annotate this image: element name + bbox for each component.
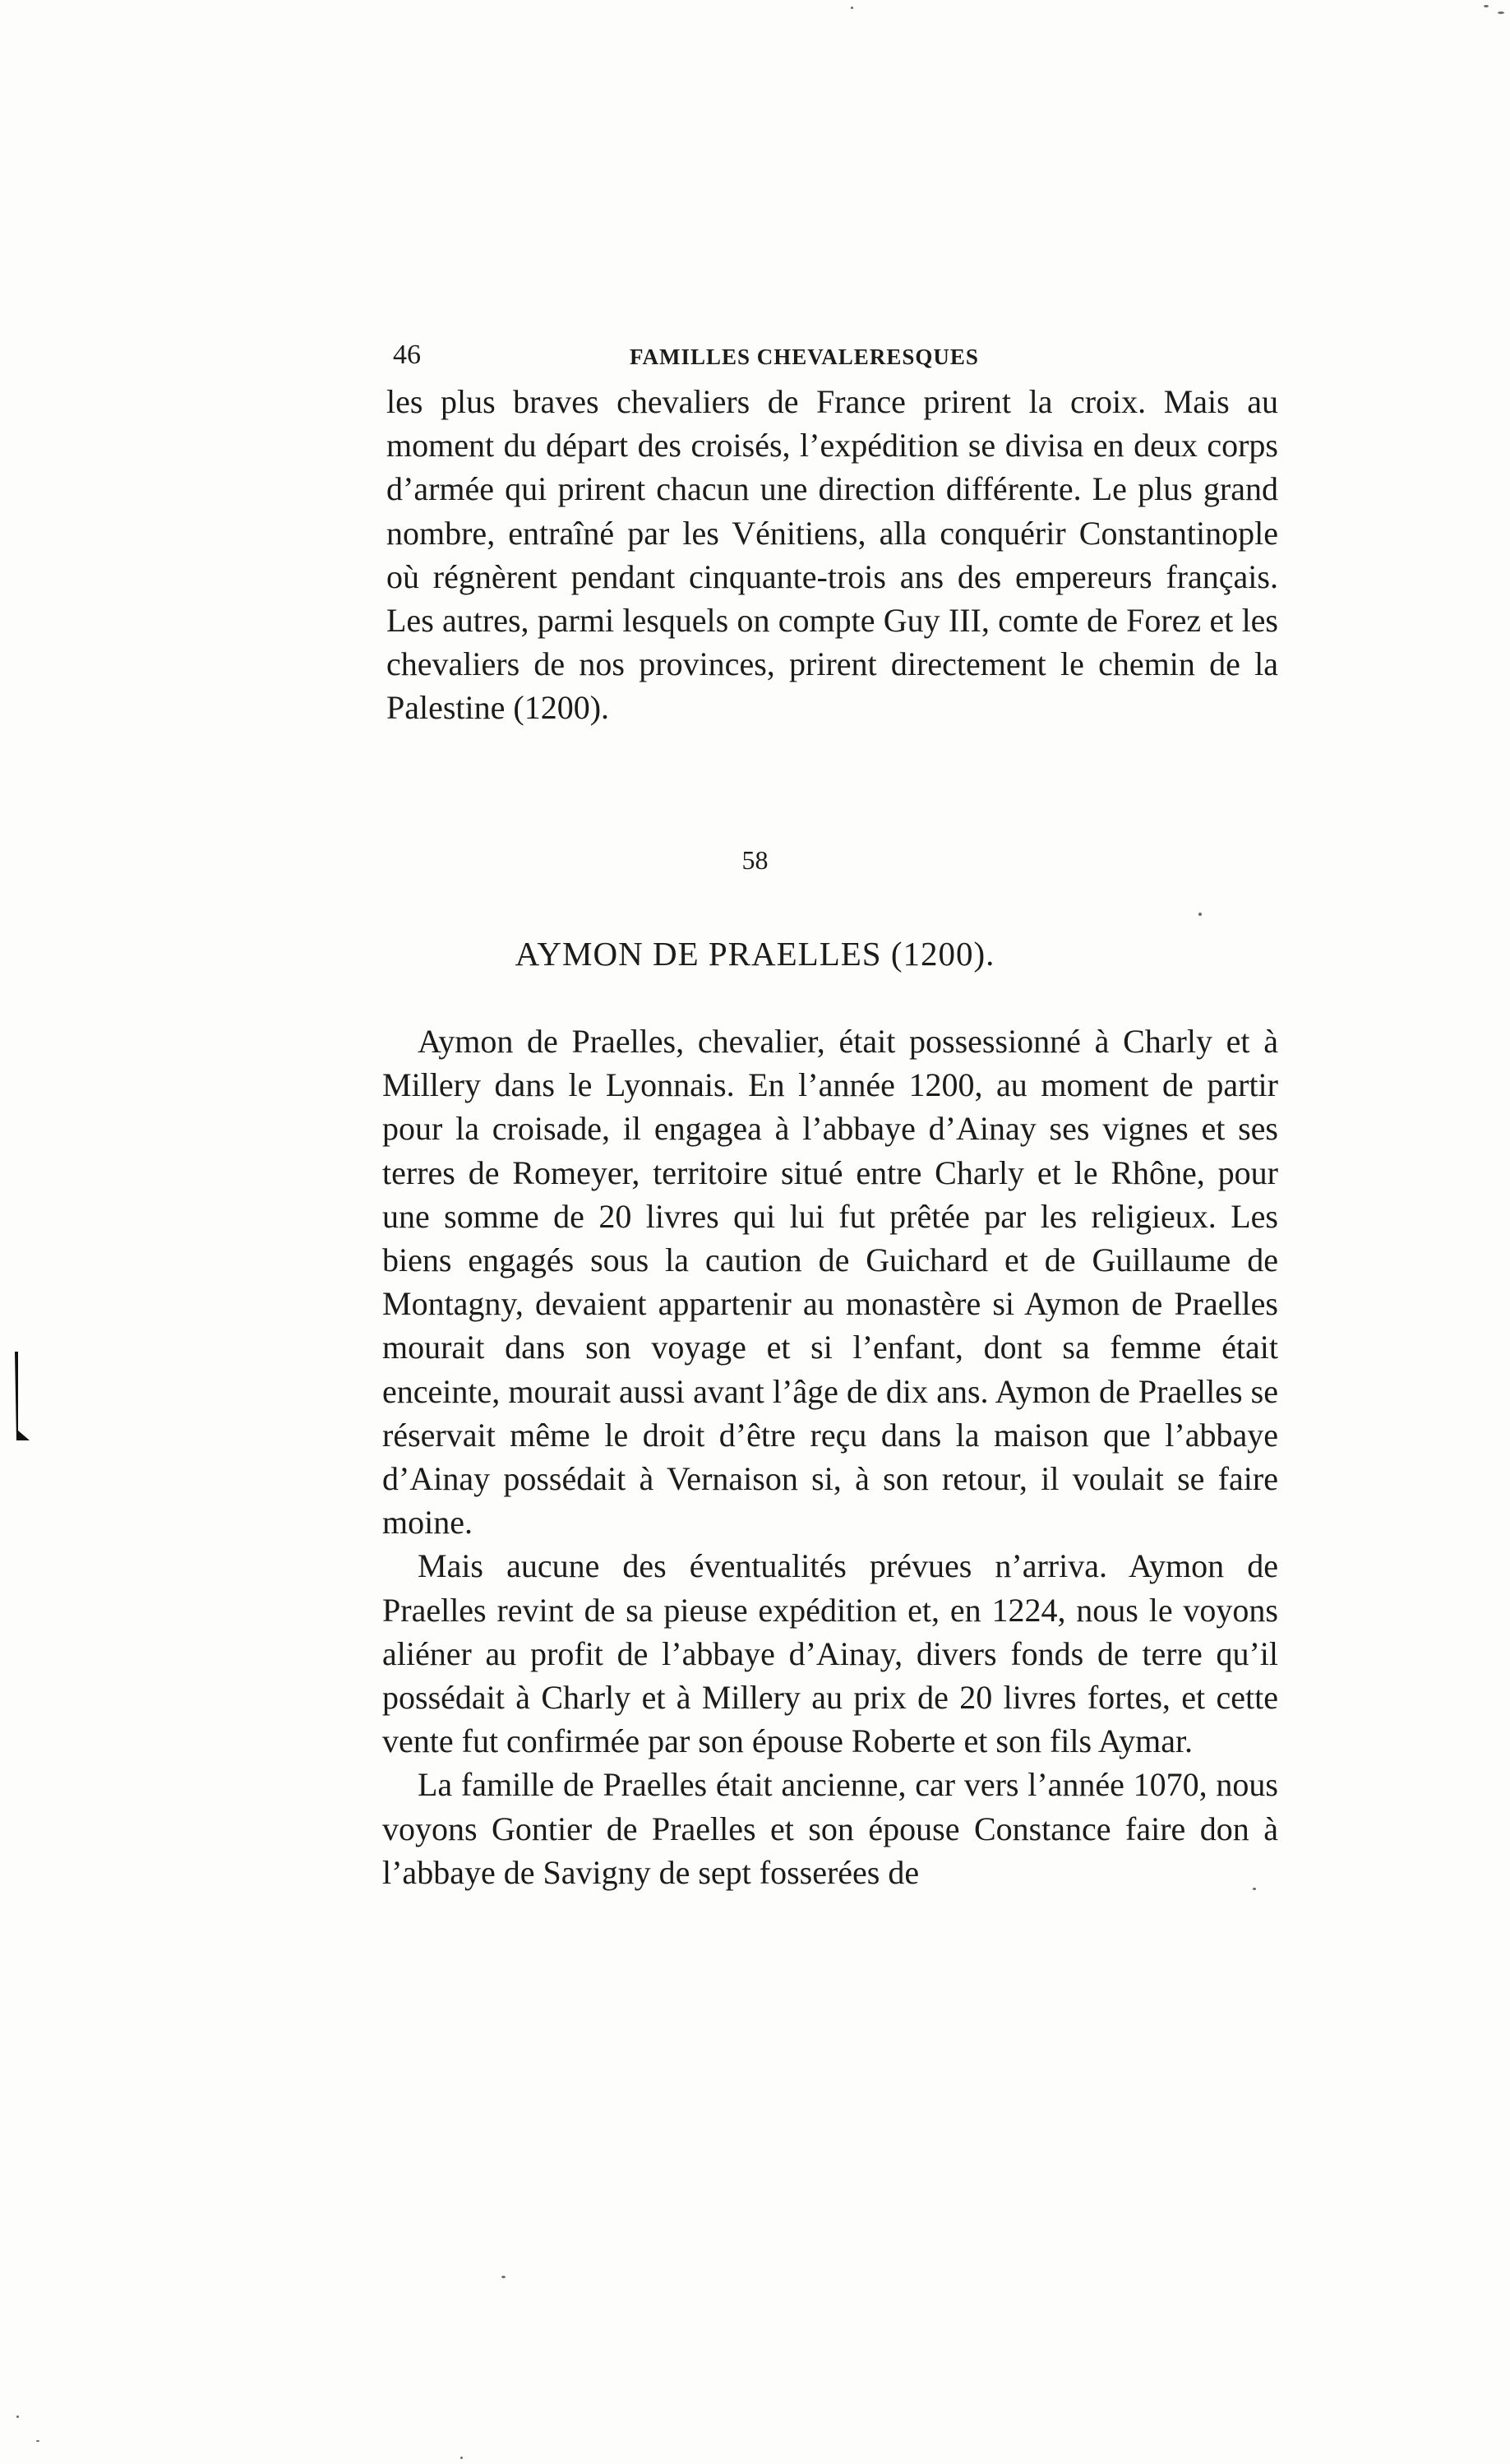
paragraph: Aymon de Praelles, chevalier, était possessionné à Charly et à Millery dans le Lyonnais. En l’année 1200, au moment de partir pour la croisade, il engagea à l’abbaye d’Ainay ses vignes et ses terres de Romeyer, territoire situé entre Charly et le Rhône, pour une somme de 20 livres qui lui fut prêtée par les religieux. Les biens engagés sous la caution de Guichard et de Guillaume de Montagny, devaient appartenir au monastère si Aymon de Praelles mourait dans son voyage et si l’enfant, dont sa femme était enceinte, mourait aussi avant l’âge de dix ans. Aymon de Praelles se réservait même le droit d’être reçu dans la maison que l’abbaye d’Ainay possédait à Vernaison si, à son retour, il voulait se faire moine.	[382, 1023, 1278, 1542]
paragraph: les plus braves chevaliers de France prirent la croix. Mais au moment du départ des croisés, l’expédition se divisa en deux corps d’armée qui prirent chacun une direction différente. Le plus grand nombre, entraîné par les Vénitiens, alla conquérir Constantinople où régnèrent pendant cinquante-trois ans des empereurs français. Les autres, parmi lesquels on compte Guy III, comte de Forez et les chevaliers de nos provinces, prirent directement le chemin de la Palestine (1200).	[386, 383, 1278, 727]
paper-speck	[1484, 5, 1489, 7]
paper-speck	[1198, 913, 1202, 916]
section-number: 58	[741, 845, 769, 875]
margin-bracket-mark	[10, 1348, 35, 1447]
running-title: FAMILLES CHEVALERESQUES	[630, 344, 979, 369]
continuation-text	[386, 380, 1278, 730]
paper-speck	[1253, 1888, 1256, 1890]
paper-speck	[36, 2440, 39, 2442]
paragraph: Mais aucune des éventualités prévues n’arriva. Aymon de Praelles revint de sa pieuse expédition et, en 1224, nous le voyons aliéner au profit de l’abbaye d’Ainay, divers fonds de terre qu’il possédait à Charly et à Millery au prix de 20 livres fortes, et cette vente fut confirmée par son épouse Roberte et son fils Aymar.	[382, 1547, 1278, 1760]
page-number: 46	[393, 340, 421, 370]
paper-speck	[851, 7, 853, 9]
paragraph: La famille de Praelles était ancienne, car vers l’année 1070, nous voyons Gontier de Praelles et son épouse Constance faire don à l’abbaye de Savigny de sept fosserées de	[382, 1766, 1278, 1891]
running-head	[393, 333, 1264, 382]
paper-speck	[460, 2457, 463, 2459]
section-body	[382, 1019, 1278, 1894]
paper-speck	[501, 2276, 506, 2278]
paper-speck	[16, 2415, 19, 2418]
section-title: AYMON DE PRAELLES (1200).	[515, 935, 995, 973]
paper-speck	[1498, 12, 1504, 14]
